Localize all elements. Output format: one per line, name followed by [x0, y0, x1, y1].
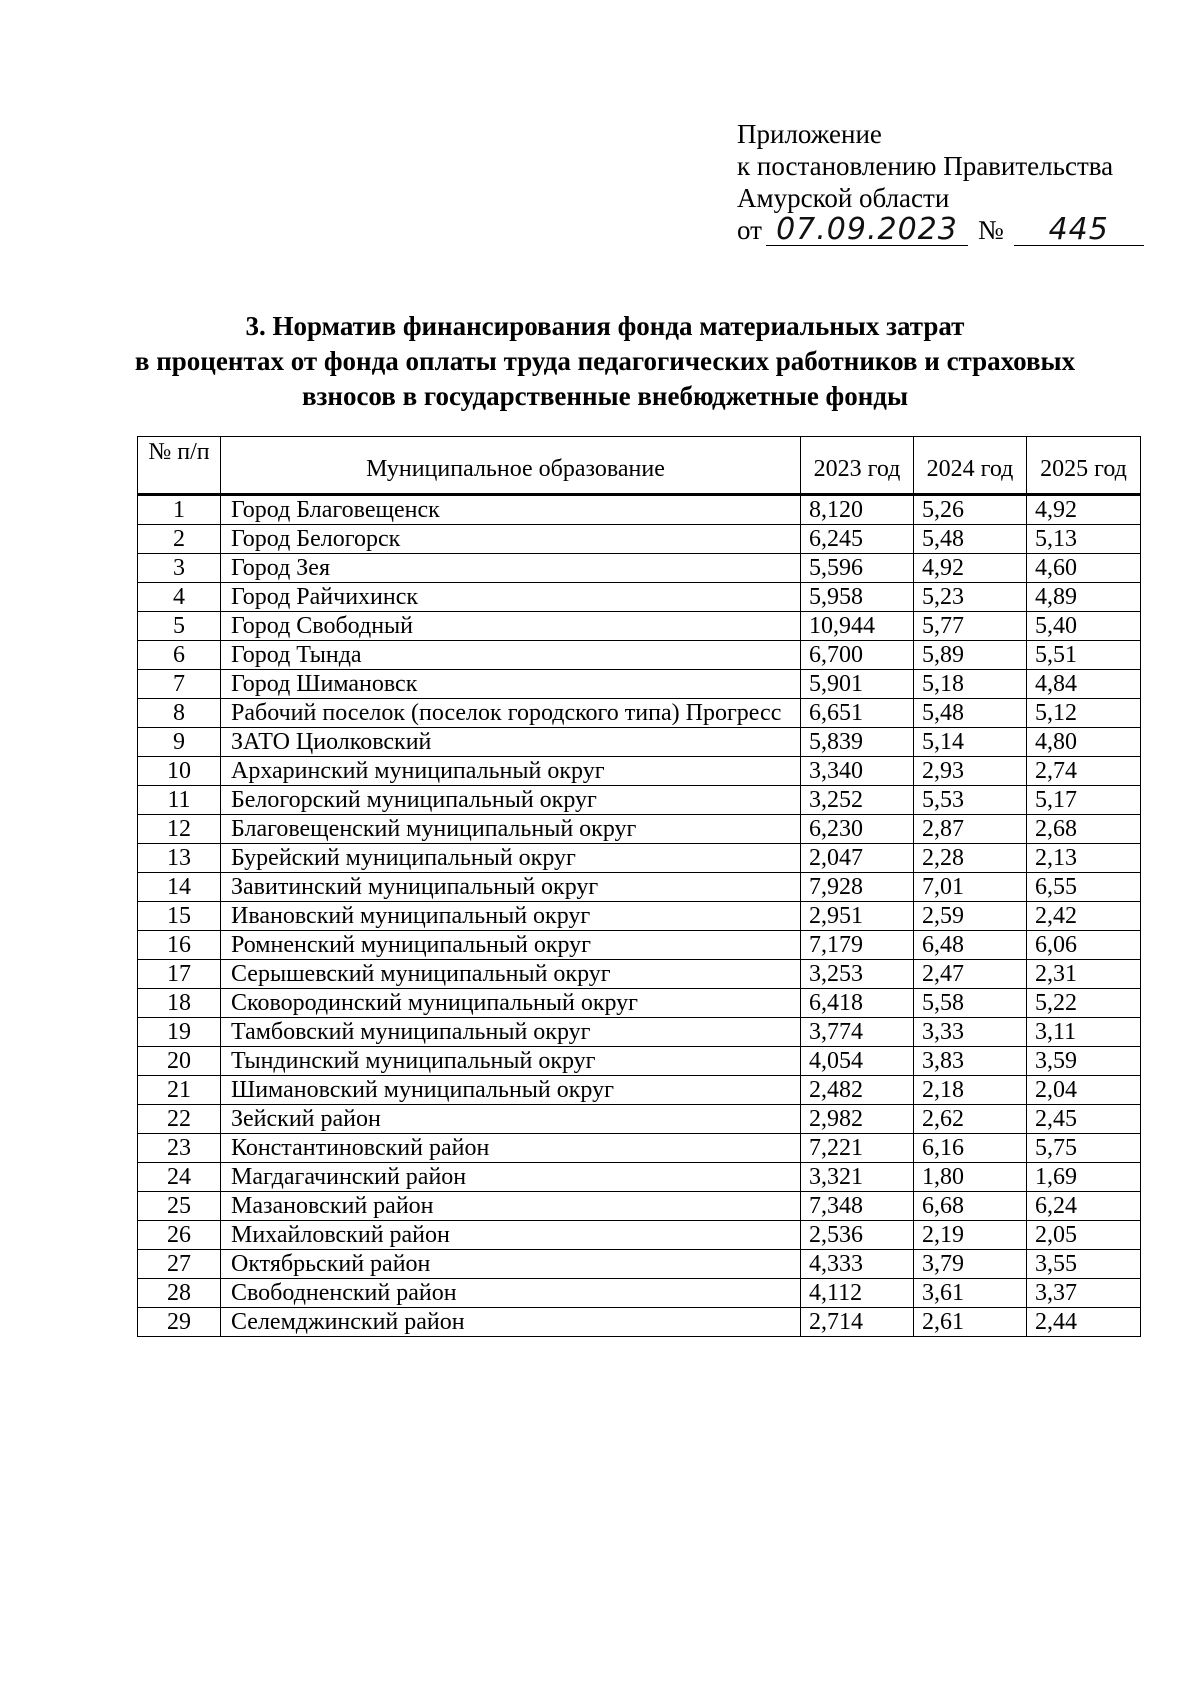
table-row — [138, 495, 1141, 525]
cell-num: 7 — [138, 670, 221, 699]
cell-2024: 2,93 — [914, 757, 1027, 786]
cell-num: 24 — [138, 1163, 221, 1192]
cell-2023: 2,536 — [801, 1221, 914, 1250]
cell-2024: 2,47 — [914, 960, 1027, 989]
table-row — [138, 1308, 1141, 1337]
title-line-2: в процентах от фонда оплаты труда педагогических работников и страховых — [134, 346, 1076, 376]
cell-2023: 5,839 — [801, 728, 914, 757]
header-2025: 2025 год — [1027, 437, 1141, 495]
cell-num: 22 — [138, 1105, 221, 1134]
table-row — [138, 670, 1141, 699]
cell-num: 23 — [138, 1134, 221, 1163]
cell-num: 9 — [138, 728, 221, 757]
cell-num: 17 — [138, 960, 221, 989]
table-row — [138, 583, 1141, 612]
cell-2025: 4,92 — [1027, 495, 1141, 525]
cell-2024: 5,53 — [914, 786, 1027, 815]
cell-2023: 3,253 — [801, 960, 914, 989]
cell-2025: 3,59 — [1027, 1047, 1141, 1076]
cell-municipality: Сковородинский муниципальный округ — [221, 989, 801, 1018]
cell-2024: 3,61 — [914, 1279, 1027, 1308]
cell-municipality: Белогорский муниципальный округ — [221, 786, 801, 815]
cell-num: 21 — [138, 1076, 221, 1105]
cell-num: 27 — [138, 1250, 221, 1279]
from-label: от — [737, 215, 762, 245]
table-row — [138, 525, 1141, 554]
cell-2025: 2,04 — [1027, 1076, 1141, 1105]
cell-2025: 2,42 — [1027, 902, 1141, 931]
cell-2025: 6,06 — [1027, 931, 1141, 960]
cell-2024: 3,33 — [914, 1018, 1027, 1047]
cell-2023: 7,221 — [801, 1134, 914, 1163]
norm-table — [137, 436, 1141, 1337]
cell-num: 16 — [138, 931, 221, 960]
cell-2025: 5,40 — [1027, 612, 1141, 641]
cell-municipality: Город Белогорск — [221, 525, 801, 554]
document-title — [60, 309, 1150, 414]
cell-num: 10 — [138, 757, 221, 786]
cell-num: 14 — [138, 873, 221, 902]
cell-2023: 6,230 — [801, 815, 914, 844]
cell-2025: 1,69 — [1027, 1163, 1141, 1192]
cell-2025: 2,45 — [1027, 1105, 1141, 1134]
cell-municipality: Тындинский муниципальный округ — [221, 1047, 801, 1076]
cell-municipality: Шимановский муниципальный округ — [221, 1076, 801, 1105]
cell-2024: 2,28 — [914, 844, 1027, 873]
cell-2024: 2,62 — [914, 1105, 1027, 1134]
cell-municipality: Город Райчихинск — [221, 583, 801, 612]
table-row — [138, 815, 1141, 844]
cell-2023: 3,340 — [801, 757, 914, 786]
appendix-resolution-ref: к постановлению Правительства — [737, 151, 1114, 181]
cell-municipality: Тамбовский муниципальный округ — [221, 1018, 801, 1047]
appendix-date-number-line — [737, 214, 1157, 246]
cell-2023: 5,958 — [801, 583, 914, 612]
cell-2025: 2,13 — [1027, 844, 1141, 873]
table-row — [138, 931, 1141, 960]
cell-2024: 4,92 — [914, 554, 1027, 583]
cell-2025: 6,55 — [1027, 873, 1141, 902]
cell-2025: 2,74 — [1027, 757, 1141, 786]
table-row — [138, 1076, 1141, 1105]
cell-2023: 2,047 — [801, 844, 914, 873]
cell-num: 18 — [138, 989, 221, 1018]
cell-municipality: Город Свободный — [221, 612, 801, 641]
cell-2023: 10,944 — [801, 612, 914, 641]
cell-2023: 6,245 — [801, 525, 914, 554]
cell-municipality: Рабочий поселок (поселок городского типа) Прогресс — [221, 699, 801, 728]
cell-2023: 3,774 — [801, 1018, 914, 1047]
cell-num: 12 — [138, 815, 221, 844]
cell-2024: 5,58 — [914, 989, 1027, 1018]
cell-2023: 4,054 — [801, 1047, 914, 1076]
appendix-region: Амурской области — [737, 183, 950, 213]
table-row — [138, 960, 1141, 989]
cell-num: 29 — [138, 1308, 221, 1337]
cell-2025: 5,17 — [1027, 786, 1141, 815]
cell-municipality: Ивановский муниципальный округ — [221, 902, 801, 931]
cell-num: 8 — [138, 699, 221, 728]
cell-2025: 5,12 — [1027, 699, 1141, 728]
number-sign: № — [977, 215, 1004, 245]
cell-municipality: Зейский район — [221, 1105, 801, 1134]
table-header-row — [138, 437, 1141, 495]
cell-2023: 8,120 — [801, 495, 914, 525]
cell-num: 20 — [138, 1047, 221, 1076]
cell-2024: 6,48 — [914, 931, 1027, 960]
cell-num: 5 — [138, 612, 221, 641]
cell-num: 11 — [138, 786, 221, 815]
cell-municipality: Свободненский район — [221, 1279, 801, 1308]
cell-2024: 6,16 — [914, 1134, 1027, 1163]
cell-municipality: ЗАТО Циолковский — [221, 728, 801, 757]
table-row — [138, 1018, 1141, 1047]
table-row — [138, 1105, 1141, 1134]
table-row — [138, 989, 1141, 1018]
cell-2025: 4,60 — [1027, 554, 1141, 583]
cell-2024: 5,14 — [914, 728, 1027, 757]
handwritten-number: 445 — [1014, 215, 1144, 246]
cell-2025: 4,89 — [1027, 583, 1141, 612]
cell-num: 2 — [138, 525, 221, 554]
appendix-label: Приложение — [737, 119, 882, 149]
cell-num: 25 — [138, 1192, 221, 1221]
table-row — [138, 873, 1141, 902]
cell-2024: 2,18 — [914, 1076, 1027, 1105]
table-row — [138, 757, 1141, 786]
cell-2023: 3,252 — [801, 786, 914, 815]
cell-2023: 2,951 — [801, 902, 914, 931]
cell-municipality: Город Тында — [221, 641, 801, 670]
title-line-3: взносов в государственные внебюджетные фонды — [301, 381, 909, 411]
header-municipality: Муниципальное образование — [221, 437, 801, 495]
cell-2024: 5,89 — [914, 641, 1027, 670]
table-row — [138, 1163, 1141, 1192]
cell-municipality: Город Зея — [221, 554, 801, 583]
table-row — [138, 1221, 1141, 1250]
header-2024: 2024 год — [914, 437, 1027, 495]
table-row — [138, 902, 1141, 931]
table-row — [138, 1279, 1141, 1308]
title-line-1: 3. Норматив финансирования фонда материальных затрат — [245, 311, 965, 341]
table-row — [138, 728, 1141, 757]
cell-2025: 2,05 — [1027, 1221, 1141, 1250]
cell-num: 28 — [138, 1279, 221, 1308]
cell-2023: 5,596 — [801, 554, 914, 583]
cell-2025: 4,80 — [1027, 728, 1141, 757]
cell-municipality: Ромненский муниципальный округ — [221, 931, 801, 960]
table-row — [138, 786, 1141, 815]
cell-2025: 2,31 — [1027, 960, 1141, 989]
handwritten-date: 07.09.2023 — [766, 215, 968, 246]
table-row — [138, 844, 1141, 873]
cell-2024: 3,79 — [914, 1250, 1027, 1279]
cell-municipality: Благовещенский муниципальный округ — [221, 815, 801, 844]
cell-2023: 6,418 — [801, 989, 914, 1018]
cell-municipality: Селемджинский район — [221, 1308, 801, 1337]
table-row — [138, 1250, 1141, 1279]
cell-2023: 6,651 — [801, 699, 914, 728]
table-body — [138, 495, 1141, 1337]
cell-2024: 5,18 — [914, 670, 1027, 699]
cell-2024: 2,61 — [914, 1308, 1027, 1337]
cell-2024: 7,01 — [914, 873, 1027, 902]
cell-2025: 2,44 — [1027, 1308, 1141, 1337]
cell-num: 19 — [138, 1018, 221, 1047]
cell-2023: 6,700 — [801, 641, 914, 670]
cell-2023: 3,321 — [801, 1163, 914, 1192]
cell-2025: 3,37 — [1027, 1279, 1141, 1308]
cell-2023: 5,901 — [801, 670, 914, 699]
cell-2025: 5,51 — [1027, 641, 1141, 670]
header-2023: 2023 год — [801, 437, 914, 495]
cell-2023: 4,112 — [801, 1279, 914, 1308]
cell-2025: 2,68 — [1027, 815, 1141, 844]
cell-num: 3 — [138, 554, 221, 583]
cell-num: 15 — [138, 902, 221, 931]
table-row — [138, 612, 1141, 641]
table-row — [138, 1134, 1141, 1163]
cell-municipality: Бурейский муниципальный округ — [221, 844, 801, 873]
cell-2024: 6,68 — [914, 1192, 1027, 1221]
table-row — [138, 1192, 1141, 1221]
cell-num: 6 — [138, 641, 221, 670]
cell-2024: 5,48 — [914, 525, 1027, 554]
table-row — [138, 554, 1141, 583]
cell-municipality: Магдагачинский район — [221, 1163, 801, 1192]
cell-2024: 5,26 — [914, 495, 1027, 525]
cell-num: 26 — [138, 1221, 221, 1250]
cell-municipality: Мазановский район — [221, 1192, 801, 1221]
cell-num: 13 — [138, 844, 221, 873]
cell-2023: 2,482 — [801, 1076, 914, 1105]
cell-municipality: Архаринский муниципальный округ — [221, 757, 801, 786]
cell-2023: 2,982 — [801, 1105, 914, 1134]
cell-2025: 5,22 — [1027, 989, 1141, 1018]
cell-municipality: Октябрьский район — [221, 1250, 801, 1279]
cell-2024: 2,19 — [914, 1221, 1027, 1250]
cell-2025: 4,84 — [1027, 670, 1141, 699]
cell-num: 1 — [138, 495, 221, 525]
cell-2025: 3,11 — [1027, 1018, 1141, 1047]
cell-2024: 5,23 — [914, 583, 1027, 612]
cell-2023: 7,348 — [801, 1192, 914, 1221]
cell-2025: 5,75 — [1027, 1134, 1141, 1163]
cell-2023: 4,333 — [801, 1250, 914, 1279]
cell-2023: 2,714 — [801, 1308, 914, 1337]
cell-2023: 7,928 — [801, 873, 914, 902]
cell-2023: 7,179 — [801, 931, 914, 960]
cell-2024: 5,48 — [914, 699, 1027, 728]
header-num: № п/п — [138, 437, 221, 495]
table-row — [138, 641, 1141, 670]
cell-2025: 6,24 — [1027, 1192, 1141, 1221]
cell-2025: 5,13 — [1027, 525, 1141, 554]
cell-municipality: Константиновский район — [221, 1134, 801, 1163]
cell-municipality: Серышевский муниципальный округ — [221, 960, 801, 989]
cell-2024: 1,80 — [914, 1163, 1027, 1192]
appendix-header — [737, 118, 1157, 246]
cell-municipality: Город Шимановск — [221, 670, 801, 699]
cell-municipality: Город Благовещенск — [221, 495, 801, 525]
cell-2025: 3,55 — [1027, 1250, 1141, 1279]
cell-2024: 5,77 — [914, 612, 1027, 641]
cell-municipality: Михайловский район — [221, 1221, 801, 1250]
cell-num: 4 — [138, 583, 221, 612]
table-row — [138, 1047, 1141, 1076]
cell-2024: 3,83 — [914, 1047, 1027, 1076]
table-row — [138, 699, 1141, 728]
cell-2024: 2,87 — [914, 815, 1027, 844]
cell-2024: 2,59 — [914, 902, 1027, 931]
cell-municipality: Завитинский муниципальный округ — [221, 873, 801, 902]
